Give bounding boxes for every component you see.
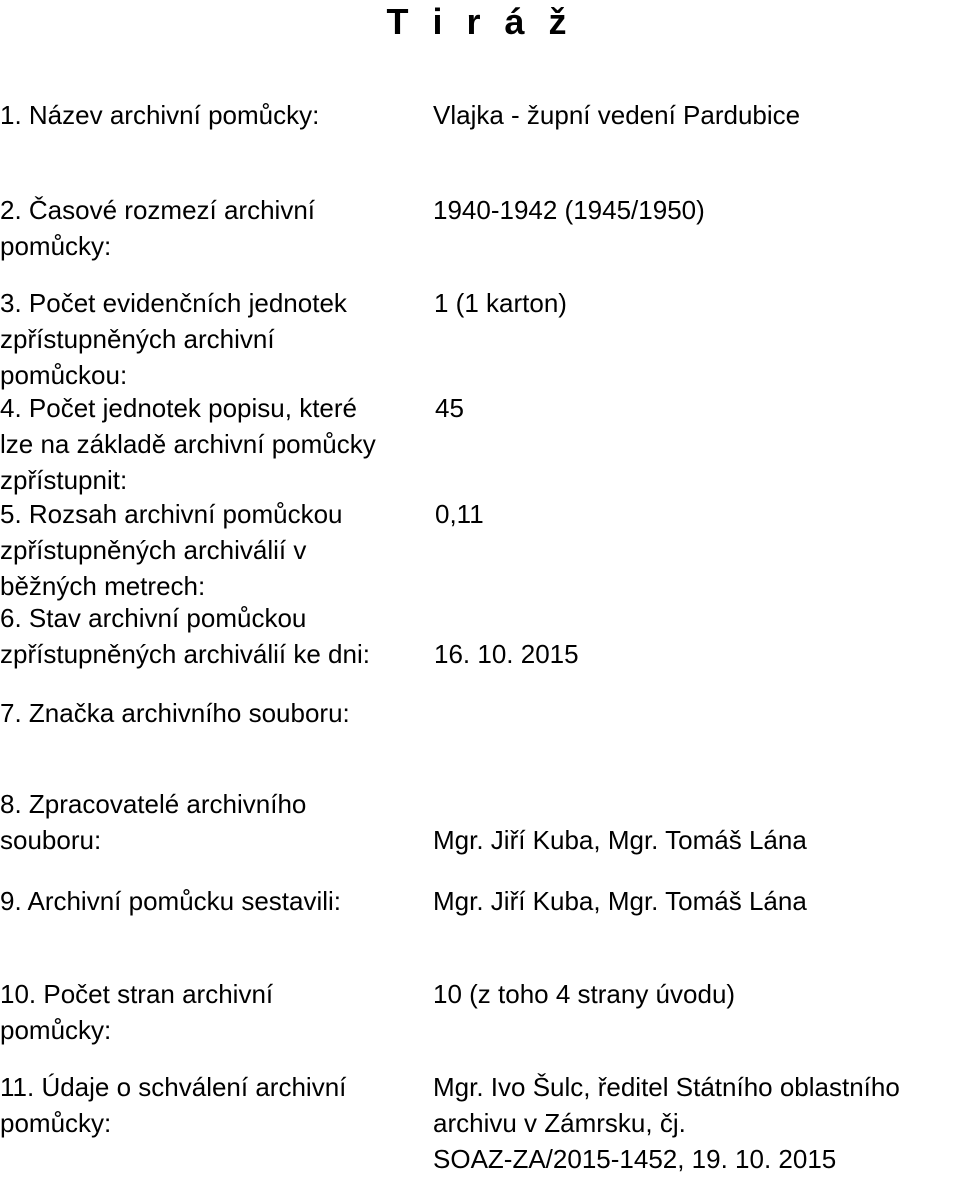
row-4-value: 45 xyxy=(435,393,464,423)
row-11-label: 11. Údaje o schválení archivní pomůcky: xyxy=(0,1072,347,1138)
row-3-label: 3. Počet evidenčních jednotek zpřístupněných archivní pomůckou: xyxy=(0,288,347,390)
page-title: T i r á ž xyxy=(386,1,574,42)
row-2-label: 2. Časové rozmezí archivní pomůcky: xyxy=(0,195,316,261)
row-11-value: Mgr. Ivo Šulc, ředitel Státního oblastního archivu v Zámrsku, čj. SOAZ-ZA/2015-1452, 19. 10. 2015 xyxy=(433,1072,900,1174)
row-5-value: 0,11 xyxy=(435,499,484,529)
row-8-label: 8. Zpracovatelé archivního souboru: xyxy=(0,789,307,855)
row-7-label: 7. Značka archivního souboru: xyxy=(0,698,350,728)
row-6-label: 6. Stav archivní pomůckou zpřístupněných archiválií ke dni: xyxy=(0,603,370,669)
row-4-label: 4. Počet jednotek popisu, které lze na základě archivní pomůcky zpřístupnit: xyxy=(0,393,376,495)
row-3-value: 1 (1 karton) xyxy=(434,288,567,318)
row-2-value: 1940-1942 (1945/1950) xyxy=(433,195,705,225)
row-10-label: 10. Počet stran archivní pomůcky: xyxy=(0,979,274,1045)
row-6-value: 16. 10. 2015 xyxy=(434,639,579,669)
row-1-label: 1. Název archivní pomůcky: xyxy=(0,100,320,130)
row-5-label: 5. Rozsah archivní pomůckou zpřístupněných archiválií v běžných metrech: xyxy=(0,499,343,601)
row-8-value: Mgr. Jiří Kuba, Mgr. Tomáš Lána xyxy=(433,825,807,855)
row-1-value: Vlajka - župní vedení Pardubice xyxy=(433,100,801,130)
row-10-value: 10 (z toho 4 strany úvodu) xyxy=(433,979,736,1009)
row-9-value: Mgr. Jiří Kuba, Mgr. Tomáš Lána xyxy=(433,886,807,916)
row-9-label: 9. Archivní pomůcku sestavili: xyxy=(0,886,342,916)
